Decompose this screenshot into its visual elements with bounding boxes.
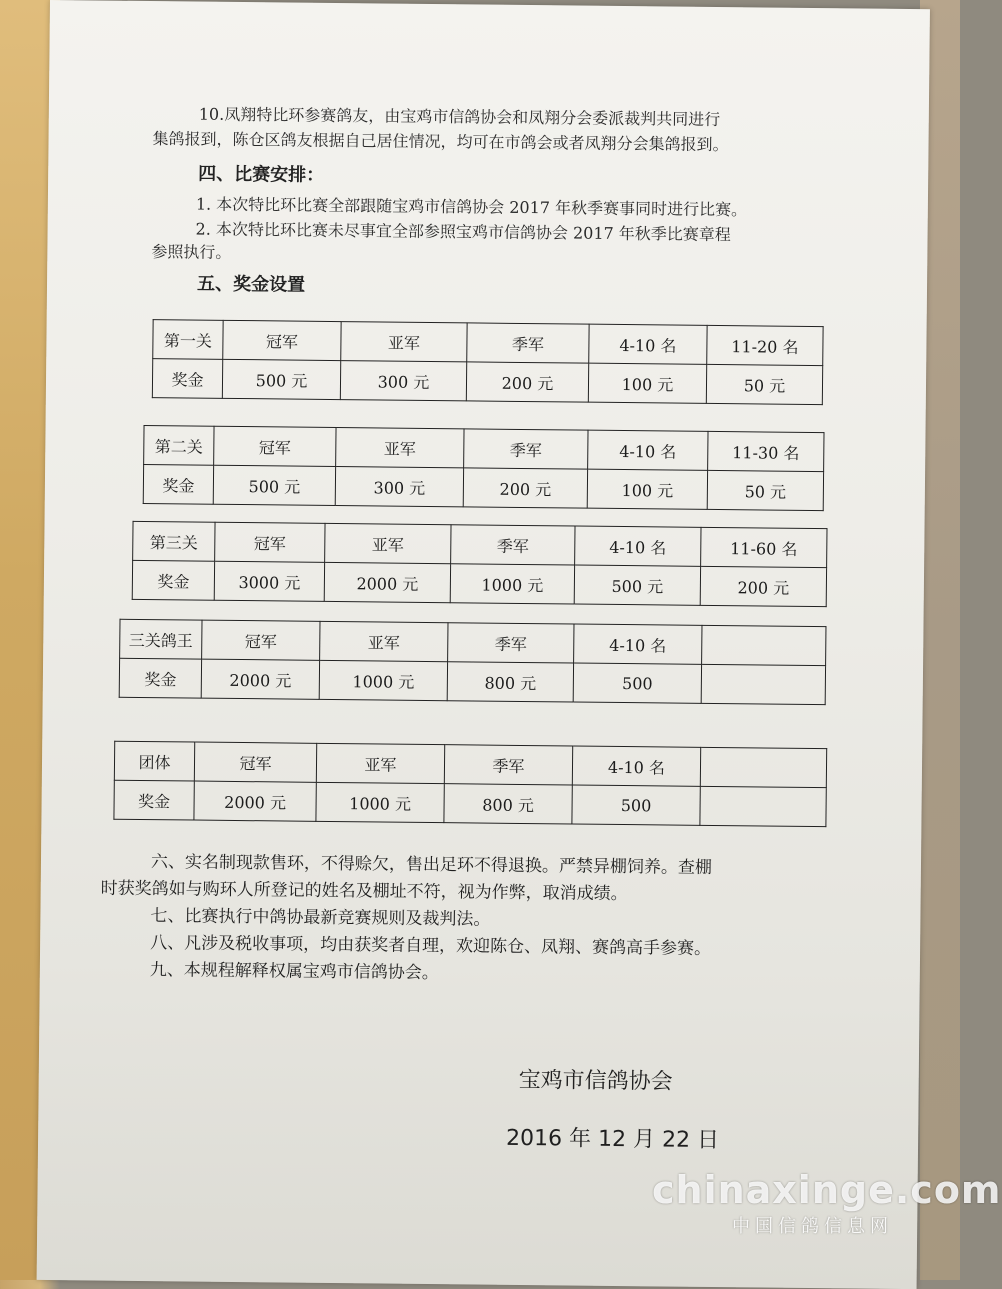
table-cell: 季军 bbox=[451, 525, 575, 565]
table-cell: 亚军 bbox=[316, 743, 444, 783]
table-cell: 300 元 bbox=[340, 361, 466, 401]
table-cell: 三关鸽王 bbox=[120, 619, 202, 659]
section6-line1: 六、实名制现款售环，不得赊欠，售出足环不得退换。严禁异棚饲养。查棚 bbox=[150, 852, 713, 878]
table-cell: 团体 bbox=[114, 741, 194, 781]
table-cell: 奖金 bbox=[143, 465, 213, 505]
table-cell: 200 元 bbox=[466, 362, 588, 402]
section4-item2-line2: 参照执行。 bbox=[151, 242, 232, 262]
table-cell: 500 bbox=[573, 663, 701, 703]
table-cell: 季军 bbox=[464, 429, 588, 469]
table-cell: 冠军 bbox=[214, 426, 336, 466]
table-cell: 11-60 名 bbox=[701, 527, 827, 567]
table-cell: 2000 元 bbox=[201, 659, 319, 699]
table-cell: 200 元 bbox=[700, 566, 826, 606]
prize-table-stage3 bbox=[132, 521, 828, 607]
table-cell: 100 元 bbox=[587, 469, 707, 509]
table-cell: 200 元 bbox=[463, 468, 587, 508]
prize-table-stage2 bbox=[143, 425, 825, 511]
table-cell: 500 元 bbox=[213, 465, 335, 505]
table-cell: 500 bbox=[572, 785, 700, 825]
table-cell: 亚军 bbox=[320, 621, 448, 661]
prize-table-team bbox=[113, 741, 827, 827]
table-cell: 第二关 bbox=[144, 426, 214, 466]
table-row bbox=[114, 780, 826, 826]
table-row bbox=[152, 359, 822, 405]
table-cell: 第一关 bbox=[153, 320, 223, 360]
table-cell: 4-10 名 bbox=[572, 746, 700, 786]
table-cell: 11-20 名 bbox=[707, 325, 823, 365]
table-cell bbox=[700, 747, 826, 787]
table-cell: 亚军 bbox=[341, 322, 467, 362]
table-cell: 奖金 bbox=[114, 780, 194, 820]
table-cell: 奖金 bbox=[119, 658, 201, 698]
table-cell: 2000 元 bbox=[324, 562, 450, 602]
table-cell: 第三关 bbox=[133, 521, 215, 561]
section8: 八、凡涉及税收事项，均由获奖者自理，欢迎陈仓、凤翔、赛鸽高手参赛。 bbox=[150, 933, 712, 959]
table-cell: 3000 元 bbox=[214, 561, 324, 601]
table-cell: 1000 元 bbox=[450, 564, 574, 604]
table-cell: 2000 元 bbox=[194, 781, 316, 821]
table-cell: 100 元 bbox=[588, 363, 706, 403]
watermark-site-name: 中国信鸽信息网 bbox=[732, 1216, 893, 1237]
table-cell: 800 元 bbox=[444, 784, 572, 824]
table-cell: 800 元 bbox=[447, 662, 573, 702]
table-row bbox=[119, 658, 825, 704]
table-cell: 50 元 bbox=[707, 470, 823, 510]
table-cell: 冠军 bbox=[215, 522, 325, 562]
section7: 七、比赛执行中鸽协最新竞赛规则及裁判法。 bbox=[150, 906, 491, 930]
item10-line2: 集鸽报到，陈仓区鸽友根据自己居住情况，均可在市鸽会或者凤翔分会集鸽报到。 bbox=[152, 129, 729, 155]
table-cell: 季军 bbox=[467, 323, 589, 363]
section5-title: 五、奖金设置 bbox=[196, 273, 306, 296]
section6-line2: 时获奖鸽如与购环人所登记的姓名及棚址不符，视为作弊，取消成绩。 bbox=[100, 878, 628, 905]
table-cell: 亚军 bbox=[325, 523, 451, 563]
signature-date: 2016 年 12 月 22 日 bbox=[505, 1125, 720, 1154]
table-cell: 300 元 bbox=[335, 467, 463, 507]
item10-line1: 10.凤翔特比环参赛鸽友，由宝鸡市信鸽协会和凤翔分会委派裁判共同进行 bbox=[198, 104, 721, 130]
table-cell: 1000 元 bbox=[316, 782, 444, 822]
table-cell: 4-10 名 bbox=[588, 430, 708, 470]
table-cell: 季军 bbox=[444, 745, 572, 785]
table-cell: 1000 元 bbox=[319, 660, 447, 700]
prize-table-king bbox=[119, 619, 827, 705]
table-cell: 4-10 名 bbox=[574, 624, 702, 664]
table-cell: 冠军 bbox=[202, 620, 320, 660]
section4-title: 四、比赛安排： bbox=[198, 163, 325, 186]
table-cell: 亚军 bbox=[336, 428, 464, 468]
table-cell bbox=[701, 664, 825, 704]
table-cell: 4-10 名 bbox=[575, 526, 701, 566]
table-cell bbox=[702, 625, 826, 665]
table-cell: 冠军 bbox=[194, 742, 316, 782]
section4-item2-line1: 2. 本次特比环比赛未尽事宜全部参照宝鸡市信鸽协会 2017 年秋季比赛章程 bbox=[195, 219, 731, 245]
table-cell: 奖金 bbox=[152, 359, 222, 399]
watermark-domain: chinaxinge.com bbox=[652, 1168, 1002, 1212]
section9: 九、本规程解释权属宝鸡市信鸽协会。 bbox=[149, 960, 439, 984]
section4-item1: 1. 本次特比环比赛全部跟随宝鸡市信鸽协会 2017 年秋季赛事同时进行比赛。 bbox=[195, 194, 748, 220]
table-cell: 11-30 名 bbox=[708, 431, 824, 471]
document-page bbox=[37, 0, 930, 1289]
table-row bbox=[132, 560, 826, 606]
table-cell: 50 元 bbox=[706, 364, 822, 404]
table-cell: 奖金 bbox=[132, 560, 214, 600]
prize-table-stage1 bbox=[152, 319, 824, 405]
table-cell bbox=[700, 786, 826, 826]
table-cell: 500 元 bbox=[222, 359, 340, 399]
table-cell: 季军 bbox=[448, 623, 574, 663]
table-cell: 500 元 bbox=[574, 565, 700, 605]
table-cell: 冠军 bbox=[223, 320, 341, 360]
signature-organization: 宝鸡市信鸽协会 bbox=[518, 1067, 673, 1095]
table-cell: 4-10 名 bbox=[589, 324, 707, 364]
table-row bbox=[143, 465, 823, 511]
